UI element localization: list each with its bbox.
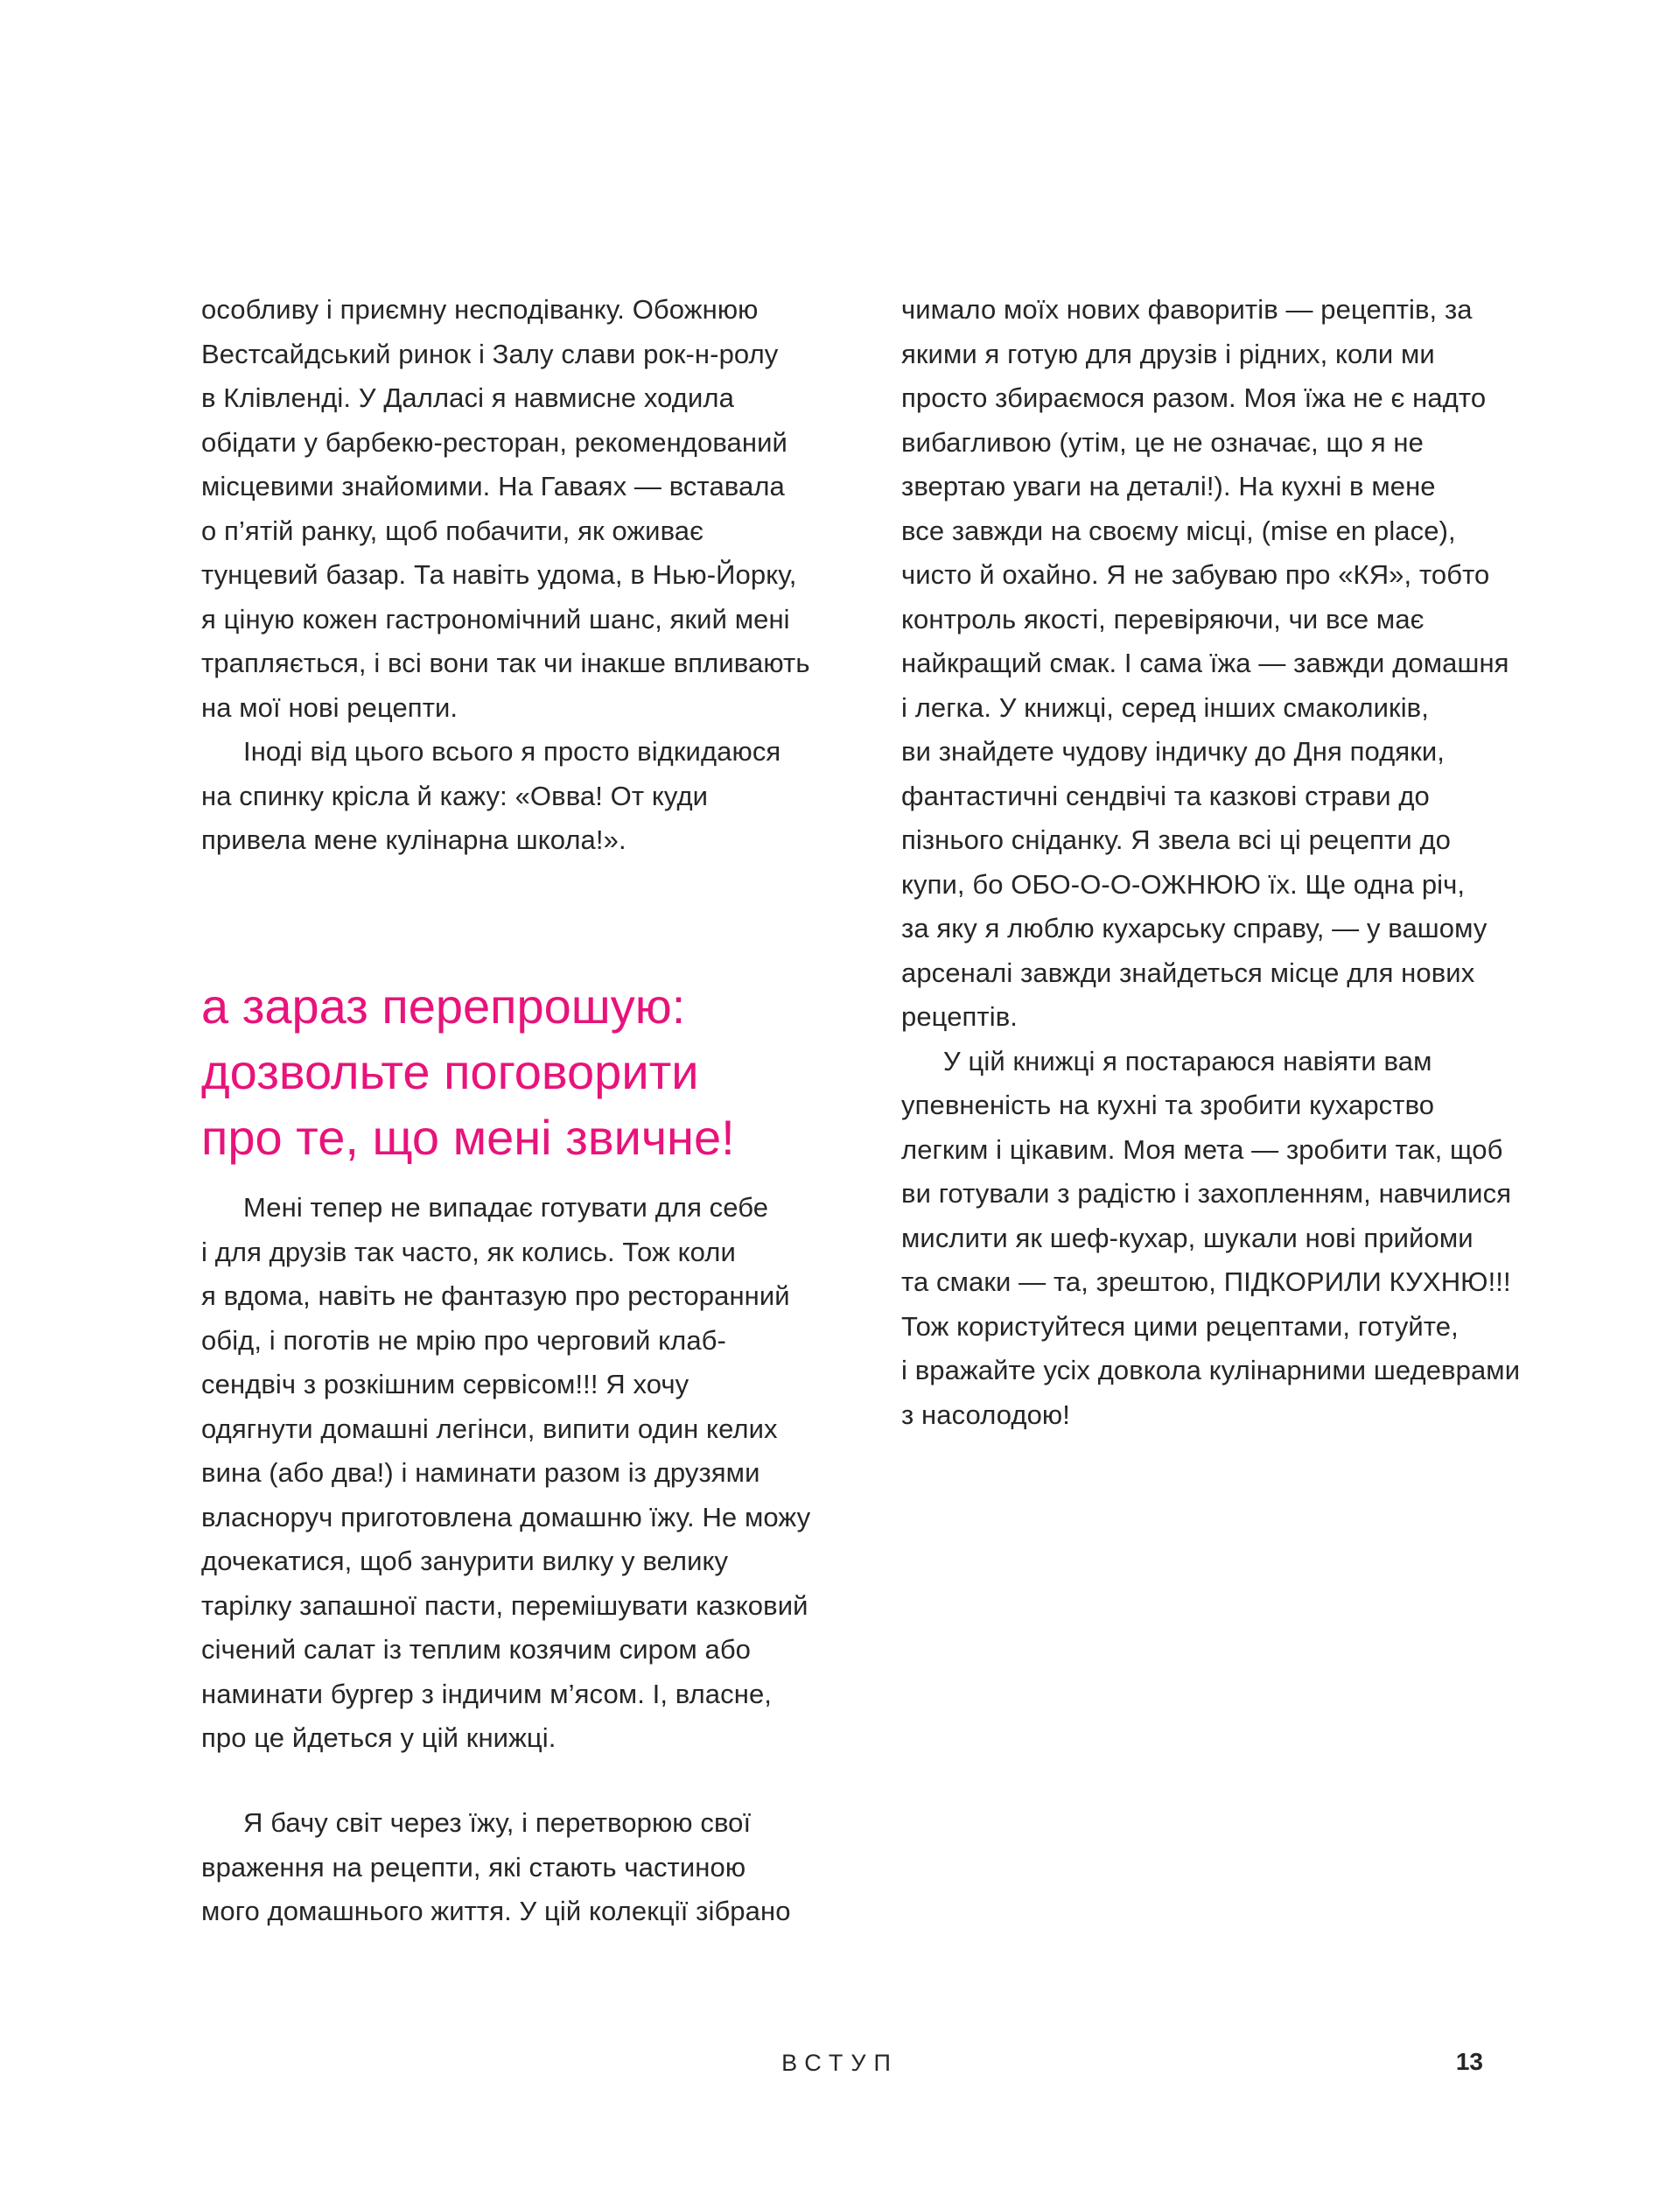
text-line: ви знайдете чудову індичку до Дня подяки,	[901, 736, 1445, 767]
text-line: і легка. У книжці, серед інших смаколиків,	[901, 691, 1429, 723]
left-column-top	[201, 288, 810, 863]
text-line: мислити як шеф-кухар, шукали нові прийоми	[901, 1222, 1474, 1253]
text-line: з насолодою!	[901, 1399, 1070, 1430]
text-line: чимало моїх нових фаворитів — рецептів, за	[901, 294, 1473, 325]
text-line: найкращий смак. І сама їжа — завжди домашня	[901, 648, 1509, 678]
text-line: за яку я люблю кухарську справу, — у вашому	[901, 913, 1488, 943]
text-line: У цій книжці я постараюся навіяти вам	[943, 1045, 1432, 1076]
section-heading	[201, 973, 735, 1170]
text-line: на мої нові рецепти.	[201, 691, 458, 723]
text-line: трапляється, і всі вони так чи інакше впливають	[201, 648, 810, 678]
text-line: тарілку запашної пасти, перемішувати казковий	[201, 1589, 808, 1621]
text-line: рецептів.	[901, 1001, 1018, 1032]
text-line: ви готували з радістю і захопленням, навчилися	[901, 1178, 1512, 1209]
text-line: дочекатися, щоб занурити вилку у велику	[201, 1546, 729, 1576]
text-line: контроль якості, перевіряючи, чи все має	[901, 603, 1424, 635]
text-line: в Клівленді. У Далласі я навмисне ходила	[201, 382, 734, 413]
heading-line: а зараз перепрошую:	[201, 978, 686, 1034]
text-line: місцевими знайомими. На Гаваях — вставала	[201, 471, 785, 501]
heading-line: про те, що мені звичне!	[201, 1110, 735, 1165]
text-line: і для друзів так часто, як колись. Тож коли	[201, 1236, 736, 1267]
text-line: пізнього сніданку. Я звела всі ці рецепти до	[901, 824, 1452, 855]
text-line: Я бачу світ через їжу, і перетворюю свої	[243, 1807, 752, 1838]
text-line: враження на рецепти, які стають частиною	[201, 1851, 746, 1883]
text-line: Вестсайдський ринок і Залу слави рок-н-ролу	[201, 338, 779, 369]
text-line: обідати у барбекю-ресторан, рекомендований	[201, 426, 788, 458]
text-line: купи, бо ОБО-О-О-ОЖНЮЮ їх. Ще одна річ,	[901, 868, 1466, 900]
text-line: тунцевий базар. Та навіть удома, в Нью-Йорку,	[201, 559, 797, 590]
text-line: легким і цікавим. Моя мета — зробити так, щоб	[901, 1133, 1503, 1165]
text-line: наминати бургер з індичим м’ясом. І, власне,	[201, 1678, 773, 1709]
left-column-middle	[201, 1186, 814, 1761]
text-line: мого домашнього життя. У цій колекції зібрано	[201, 1896, 791, 1926]
text-line: одягнути домашні легінси, випити один келих	[201, 1413, 778, 1444]
text-line: власноруч приготовлена домашню їжу. Не можу	[201, 1501, 811, 1532]
page-number: 13	[1455, 2048, 1483, 2075]
text-line: привела мене кулінарна школа!».	[201, 824, 626, 855]
text-line: якими я готую для друзів і рідних, коли ми	[901, 338, 1435, 369]
text-line: та смаки — та, зрештою, ПІДКОРИЛИ КУХНЮ!!!	[901, 1266, 1511, 1297]
heading-line: дозвольте поговорити	[201, 1044, 699, 1099]
text-line: сендвіч з розкішним сервісом!!! Я хочу	[201, 1369, 690, 1399]
text-line: і вражайте усіх довкола кулінарними шедеврами	[901, 1355, 1521, 1385]
text-line: о п’ятій ранку, щоб побачити, як оживає	[201, 515, 704, 546]
text-line: фантастичні сендвічі та казкові страви до	[901, 780, 1430, 811]
text-line: Мені тепер не випадає готувати для себе	[243, 1192, 769, 1223]
text-line: просто збираємося разом. Моя їжа не є надто	[901, 382, 1487, 413]
text-line: Іноді від цього всього я просто відкидаюся	[243, 736, 781, 767]
right-column	[901, 288, 1521, 1437]
text-line: про це йдеться у цій книжці.	[201, 1722, 556, 1753]
text-line: особливу і приємну несподіванку. Обожнюю	[201, 294, 759, 325]
text-line: упевненість на кухні та зробити кухарство	[901, 1090, 1435, 1120]
text-line: чисто й охайно. Я не забуваю про «КЯ», тобто	[901, 559, 1490, 590]
text-line: все завжди на своєму місці, (mise en place),	[901, 515, 1456, 546]
text-line: обід, і поготів не мрію про черговий клаб-	[201, 1324, 726, 1356]
footer-section-title: ВСТУП	[781, 2050, 899, 2076]
text-line: на спинку крісла й кажу: «Овва! От куди	[201, 780, 709, 811]
text-line: я вдома, навіть не фантазую про ресторанний	[201, 1280, 790, 1311]
text-line: Тож користуйтеся цими рецептами, готуйте,	[901, 1310, 1459, 1342]
text-line: вина (або два!) і наминати разом із друзями	[201, 1457, 760, 1488]
left-column-bottom	[201, 1801, 814, 1934]
text-line: вибагливою (утім, це не означає, що я не	[901, 426, 1424, 458]
text-line: звертаю уваги на деталі!). На кухні в мене	[901, 471, 1436, 501]
text-line: я ціную кожен гастрономічний шанс, який мені	[201, 603, 790, 635]
text-line: січений салат із теплим козячим сиром або	[201, 1634, 752, 1665]
text-line: арсеналі завжди знайдеться місце для нових	[901, 957, 1475, 988]
